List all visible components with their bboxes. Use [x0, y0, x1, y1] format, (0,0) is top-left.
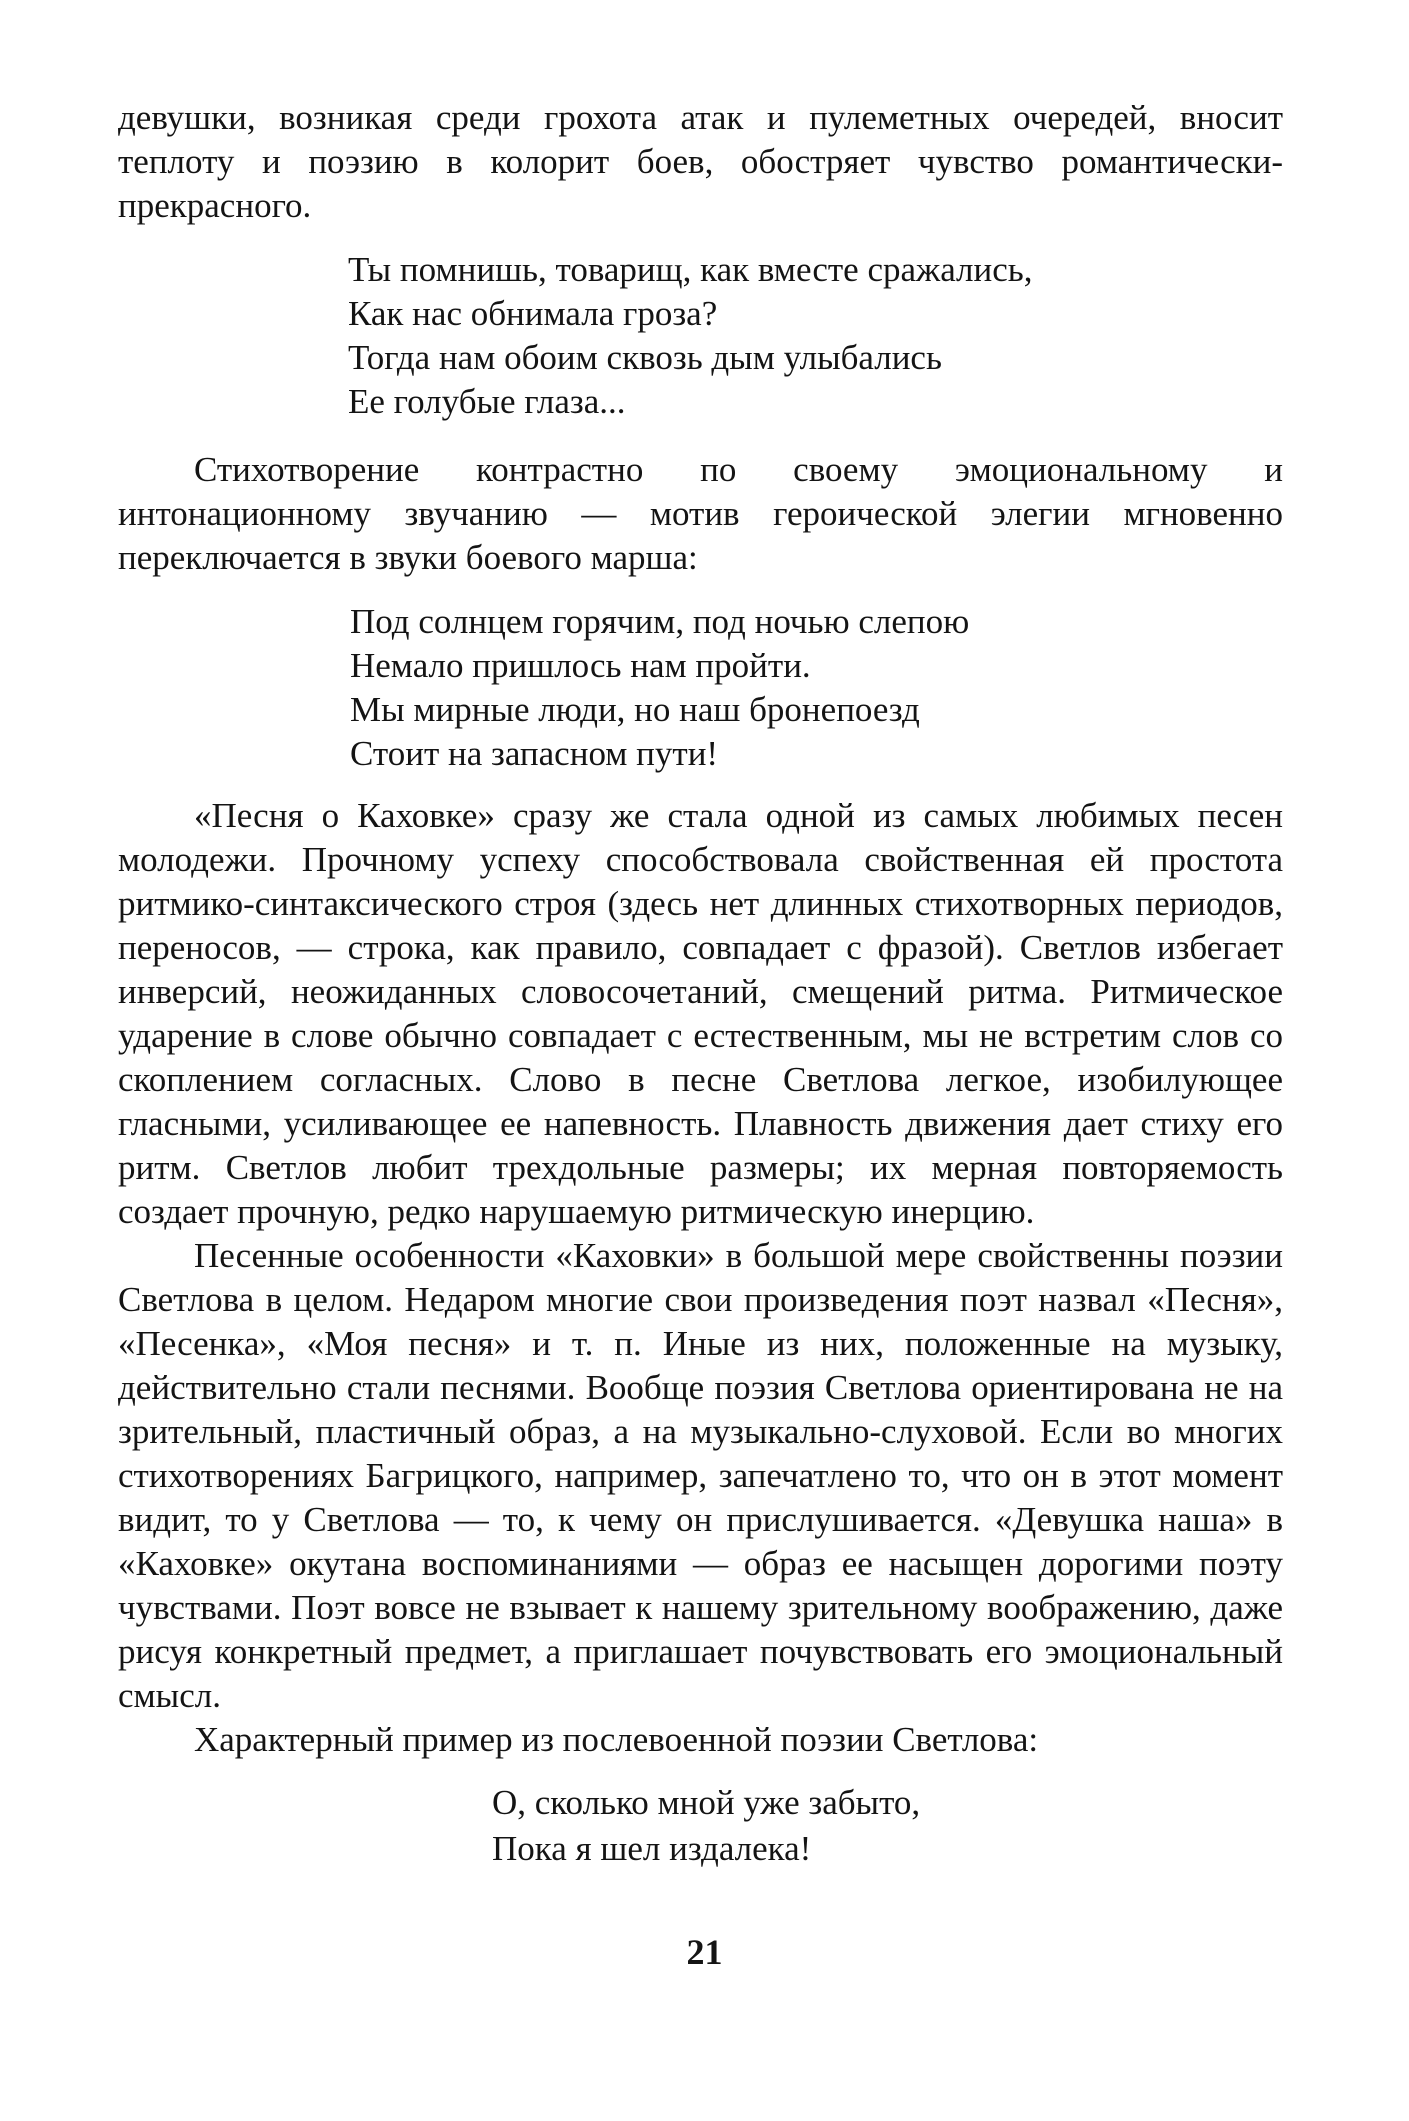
poem-line: Как нас обнимала гроза?: [348, 294, 718, 333]
poem-line: Ты помнишь, товарищ, как вместе сражались,: [348, 250, 1033, 289]
paragraph-continuation: девушки, возникая среди грохота атак и пулеметных очередей, вносит теплоту и поэзию в колорит боев, обостряет чувство романтически-прекрасного.: [118, 98, 1283, 225]
paragraph-contrast: Стихотворение контрастно по своему эмоциональному и интонационному звучанию — мотив героической элегии мгновенно переключается в звуки боевого марша:: [118, 450, 1283, 577]
poem-line: Немало пришлось нам пройти.: [350, 646, 811, 685]
paragraph-example-intro: Характерный пример из послевоенной поэзии Светлова:: [194, 1720, 1039, 1759]
poem-stanza-2: [350, 600, 1283, 776]
poem-line: Мы мирные люди, но наш бронепоезд: [350, 690, 920, 729]
paragraph-kakhovka-success: «Песня о Каховке» сразу же стала одной из самых любимых песен молодежи. Прочному успеху способствовала свойственная ей простота ритмико-синтаксического строя (здесь нет длинных стихотворных периодов, переносов, — строка, как правило, совпадает с фразой). Светлов избегает инверсий, неожиданных словосочетаний, смещений ритма. Ритмическое ударение в слове обычно совпадает с естественным, мы не встретим слов со скоплением согласных. Слово в песне Светлова легкое, изобилующее гласными, усиливающее ее напевность. Плавность движения дает стиху его ритм. Светлов любит трехдольные размеры; их мерная повторяемость создает прочную, редко нарушаемую ритмическую инерцию.: [118, 796, 1283, 1231]
poem-stanza-1: [348, 248, 1283, 424]
page-number: 21: [686, 1932, 723, 1972]
poem-line: Ее голубые глаза...: [348, 382, 626, 421]
page-body: [118, 96, 1283, 1872]
poem-line: Тогда нам обоим сквозь дым улыбались: [348, 338, 942, 377]
poem-stanza-3: [492, 1780, 1283, 1872]
paragraph-song-features: Песенные особенности «Каховки» в большой мере свойственны поэзии Светлова в целом. Недаром многие свои произведения поэт назвал «Песня», «Песенка», «Моя песня» и т. п. Иные из них, положенные на музыку, действительно стали песнями. Вообще поэзия Светлова ориентирована не на зрительный, пластичный образ, а на музыкально-слуховой. Если во многих стихотворениях Багрицкого, например, запечатлено то, что он в этот момент видит, то у Светлова — то, к чему он прислушивается. «Девушка наша» в «Каховке» окутана воспоминаниями — образ ее насыщен дорогими поэту чувствами. Поэт вовсе не взывает к нашему зрительному воображению, даже рисуя конкретный предмет, а приглашает почувствовать его эмоциональный смысл.: [118, 1236, 1283, 1715]
poem-line: Пока я шел издалека!: [492, 1829, 812, 1868]
poem-line: О, сколько мной уже забыто,: [492, 1783, 921, 1822]
poem-line: Стоит на запасном пути!: [350, 734, 719, 773]
poem-line: Под солнцем горячим, под ночью слепою: [350, 602, 970, 641]
